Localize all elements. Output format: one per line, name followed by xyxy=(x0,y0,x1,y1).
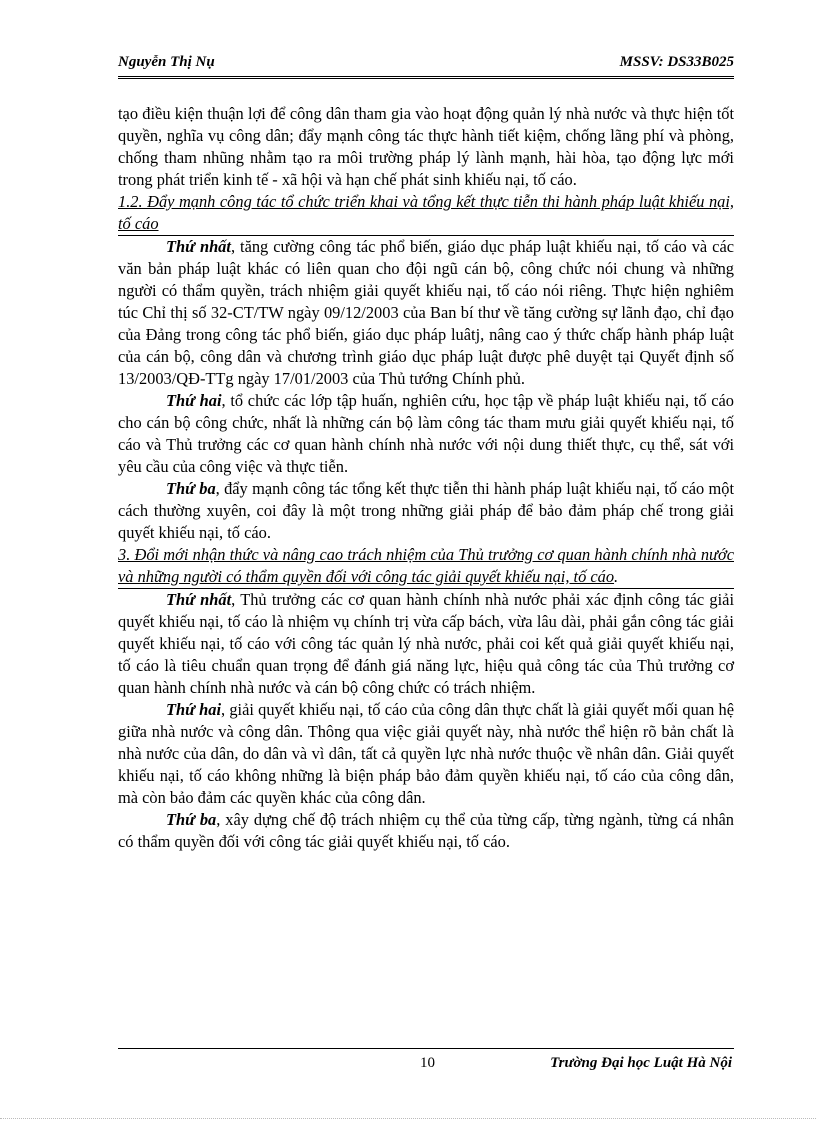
paragraph-lead: Thứ ba xyxy=(166,810,217,829)
document-body xyxy=(118,103,734,853)
school-name: Trường Đại học Luật Hà Nội xyxy=(550,1055,732,1071)
student-id: MSSV: DS33B025 xyxy=(619,54,734,70)
paragraph xyxy=(118,809,734,853)
paragraph xyxy=(118,699,734,809)
author-name: Nguyễn Thị Nụ xyxy=(118,54,215,70)
paragraph xyxy=(118,236,734,390)
section-heading-text: 3. Đổi mới nhận thức và nâng cao trách nhiệm của Thủ trưởng cơ quan hành chính nhà nước và những người có thẩm quyền đối với công tác giải quyết khiếu nại, tố cáo xyxy=(118,545,734,586)
page-header xyxy=(118,52,734,79)
paragraph-lead: Thứ ba xyxy=(166,479,216,498)
page-bottom-divider xyxy=(0,1118,816,1119)
paragraph-text: , Thủ trưởng các cơ quan hành chính nhà nước phải xác định công tác giải quyết khiếu nại, tố cáo là nhiệm vụ chính trị vừa cấp bách, vừa lâu dài, phải gắn công tác giải quyết khiếu nại, tố cáo với công tác quản lý nhà nước, phải coi kết quả giải quyết khiếu nại, tố cáo là tiêu chuẩn quan trọng để đánh giá năng lực, hiệu quả công tác của Thủ trưởng cơ quan hành chính nhà nước và cán bộ công chức có trách nhiệm. xyxy=(118,590,734,697)
paragraph-lead: Thứ nhất xyxy=(166,237,231,256)
paragraph xyxy=(118,589,734,699)
page-footer xyxy=(118,1048,734,1079)
page-number: 10 xyxy=(420,1055,435,1071)
section-heading-tail: . xyxy=(614,567,619,586)
paragraph-text: , tổ chức các lớp tập huấn, nghiên cứu, học tập về pháp luật khiếu nại, tố cáo cho cán bộ công chức, nhất là những cán bộ làm công tác tham mưu giải quyết khiếu nại, tố cáo và Thủ trưởng các cơ quan hành chính nhà nước với nội dung thiết thực, cụ thể, sát với yêu cầu của công việc và thực tiễn. xyxy=(118,391,734,476)
paragraph-lead: Thứ hai xyxy=(166,391,222,410)
section-heading-3 xyxy=(118,544,734,589)
section-heading-1-2: 1.2. Đẩy mạnh công tác tổ chức triển khai và tổng kết thực tiễn thi hành pháp luật khiếu nại, tố cáo xyxy=(118,191,734,236)
intro-paragraph: tạo điều kiện thuận lợi để công dân tham gia vào hoạt động quản lý nhà nước và thực hiện tốt quyền, nghĩa vụ công dân; đẩy mạnh công tác thực hành tiết kiệm, chống lãng phí và phòng, chống tham nhũng nhằm tạo ra môi trường pháp lý lành mạnh, hài hòa, tạo động lực mới trong phát triển kinh tế - xã hội và hạn chế phát sinh khiếu nại, tố cáo. xyxy=(118,104,734,189)
paragraph-lead: Thứ hai xyxy=(166,700,222,719)
paragraph xyxy=(118,390,734,478)
paragraph-text: , tăng cường công tác phổ biến, giáo dục pháp luật khiếu nại, tố cáo và các văn bản pháp luật khác có liên quan cho đội ngũ cán bộ, công chức nói chung và những người có thẩm quyền, trách nhiệm giải quyết khiếu nại, tố cáo nói riêng. Thực hiện nghiêm túc Chỉ thị số 32-CT/TW ngày 09/12/2003 của Ban bí thư về tăng cường sự lãnh đạo, chỉ đạo của Đảng trong công tác phổ biến, giáo dục pháp luâtj, nâng cao ý thức chấp hành pháp luật của cán bộ, công dân và chương trình giáo dục pháp luật được phê duyệt tại Quyết định số 13/2003/QĐ-TTg ngày 17/01/2003 của Thủ tướng Chính phủ. xyxy=(118,237,734,388)
paragraph-text: , giải quyết khiếu nại, tố cáo của công dân thực chất là giải quyết mối quan hệ giữa nhà nước và công dân. Thông qua việc giải quyết này, nhà nước thể hiện rõ bản chất là nhà nước của dân, do dân và vì dân, tất cả quyền lực nhà nước thuộc về nhân dân. Giải quyết khiếu nại, tố cáo không những là biện pháp bảo đảm quyền khiếu nại, tố cáo của công dân, mà còn bảo đảm các quyền khác của công dân. xyxy=(118,700,734,807)
paragraph-lead: Thứ nhất xyxy=(166,590,232,609)
paragraph-text: , đẩy mạnh công tác tổng kết thực tiễn thi hành pháp luật khiếu nại, tố cáo một cách thường xuyên, coi đây là một trong những giải pháp để bảo đảm pháp chế trong giải quyết khiếu nại, tố cáo. xyxy=(118,479,735,542)
paragraph-text: , xây dựng chế độ trách nhiệm cụ thể của từng cấp, từng ngành, từng cá nhân có thẩm quyền đối với công tác giải quyết khiếu nại, tố cáo. xyxy=(118,810,734,851)
paragraph xyxy=(118,478,734,544)
